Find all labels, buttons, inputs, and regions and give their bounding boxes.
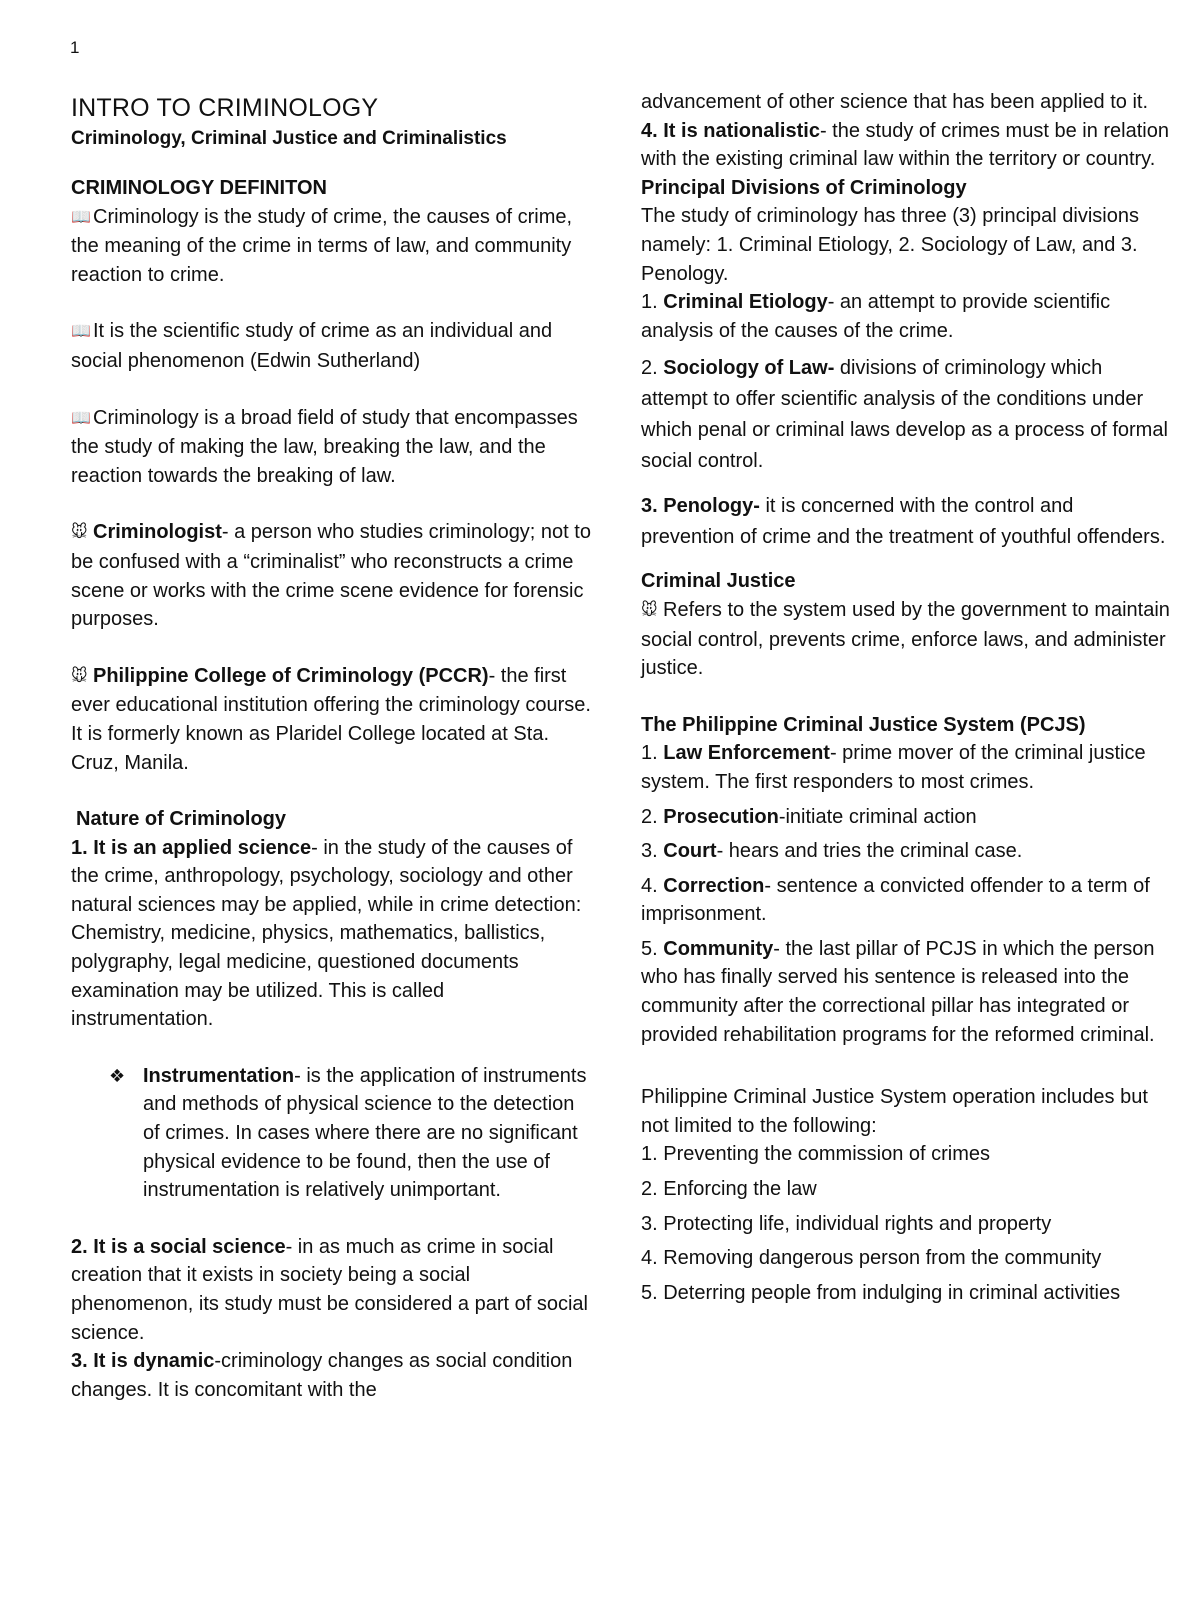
nature-item-3: 3. It is dynamic-criminology changes as social condition changes. It is concomitant with the bbox=[71, 1350, 573, 1401]
mouse-icon: 🐭 bbox=[641, 601, 658, 619]
criminal-justice-text: 🐭 Refers to the system used by the government to maintain social control, prevents crime, enforce laws, and administer justice. bbox=[641, 598, 1170, 680]
list-item: 4. Correction- sentence a convicted offender to a term of imprisonment. bbox=[641, 874, 1150, 926]
mouse-icon: 🐭 bbox=[71, 524, 88, 542]
right-column bbox=[641, 88, 1171, 1313]
operation-list bbox=[641, 1140, 1171, 1307]
left-column bbox=[71, 88, 591, 1404]
divisions-heading: Principal Divisions of Criminology bbox=[641, 176, 967, 199]
operation-intro: Philippine Criminal Justice System operation includes but not limited to the following: bbox=[641, 1086, 1148, 1137]
pillar-list bbox=[641, 739, 1171, 1049]
book-icon: 📖 bbox=[71, 323, 91, 341]
list-item: 5. Deterring people from indulging in criminal activities bbox=[641, 1281, 1121, 1304]
instrumentation-bullet: ❖ Instrumentation- is the application of instruments and methods of physical science to the detection of crimes. In cases where there are no significant physical evidence to be found, then the use of instrumentation is relatively unimportant. bbox=[71, 1062, 591, 1205]
list-item: 2. Prosecution-initiate criminal action bbox=[641, 805, 977, 828]
nature-item-4: 4. It is nationalistic- the study of crimes must be in relation with the existing criminal law within the territory or country. bbox=[641, 119, 1169, 171]
continued-text: advancement of other science that has been applied to it. bbox=[641, 91, 1149, 113]
divisions-intro: The study of criminology has three (3) principal divisions namely: 1. Criminal Etiology, 2. Sociology of Law, and 3. Penology. bbox=[641, 205, 1139, 285]
document-title: INTRO TO CRIMINOLOGY bbox=[71, 94, 379, 122]
criminologist-entry: 🐭 Criminologist- a person who studies criminology; not to be confused with a “criminalist” who reconstructs a crime scene or works with the crime scene evidence for forensic purposes. bbox=[71, 521, 591, 631]
list-item: 2. Enforcing the law bbox=[641, 1178, 817, 1201]
list-item: 5. Community- the last pillar of PCJS in which the person who has finally served his sentence is released into the community after the correctional pillar has integrated or provided rehabilitation programs for the reformed criminal. bbox=[641, 937, 1155, 1046]
nature-heading: Nature of Criminology bbox=[76, 808, 287, 831]
division-item-1: 1. Criminal Etiology- an attempt to provide scientific analysis of the causes of the crime. bbox=[641, 291, 1111, 342]
definition-item: 📖 It is the scientific study of crime as an individual and social phenomenon (Edwin Sutherland) bbox=[71, 320, 553, 372]
page-number: 1 bbox=[70, 38, 80, 57]
nature-item-1: 1. It is an applied science- in the study of the causes of the crime, anthropology, psychology, sociology and other natural sciences may be applied, while in crime detection: Chemistry, medicine, physics, mathematics, ballistics, polygraphy, legal medicine, questioned documents examination may be utilized. This is called instrumentation. bbox=[71, 836, 582, 1031]
pccr-entry: 🐭 Philippine College of Criminology (PCCR)- the first ever educational institution offering the criminology course. It is formerly known as Plaridel College located at Sta. Cruz, Manila. bbox=[71, 664, 591, 774]
book-icon: 📖 bbox=[71, 208, 91, 226]
list-item: 4. Removing dangerous person from the community bbox=[641, 1247, 1102, 1270]
nature-item-2: 2. It is a social science- in as much as crime in social creation that it exists in society being a social phenomenon, its study must be considered a part of social science. bbox=[71, 1235, 588, 1344]
definition-heading: CRIMINOLOGY DEFINITON bbox=[71, 177, 327, 199]
list-item: 1. Preventing the commission of crimes bbox=[641, 1143, 991, 1166]
diamond-bullet-icon: ❖ bbox=[109, 1065, 126, 1086]
list-item: 3. Court- hears and tries the criminal case. bbox=[641, 840, 1023, 863]
mouse-icon: 🐭 bbox=[71, 667, 88, 685]
book-icon: 📖 bbox=[71, 409, 91, 427]
definition-item: 📖 Criminology is the study of crime, the causes of crime, the meaning of the crime in terms of law, and community reaction to crime. bbox=[71, 205, 573, 286]
division-item-3: 3. Penology- it is concerned with the control and prevention of crime and the treatment of youthful offenders. bbox=[641, 495, 1166, 549]
definition-item: 📖 Criminology is a broad field of study that encompasses the study of making the law, breaking the law, and the reaction towards the breaking of law. bbox=[71, 406, 578, 487]
list-item: 3. Protecting life, individual rights and property bbox=[641, 1212, 1052, 1235]
division-item-2: 2. Sociology of Law- divisions of criminology which attempt to offer scientific analysis of the conditions under which penal or criminal laws develop as a process of formal social control. bbox=[641, 357, 1168, 473]
pcjs-heading: The Philippine Criminal Justice System (PCJS) bbox=[641, 713, 1086, 736]
document-subtitle: Criminology, Criminal Justice and Criminalistics bbox=[71, 128, 507, 149]
list-item: 1. Law Enforcement- prime mover of the criminal justice system. The first responders to most crimes. bbox=[641, 742, 1146, 793]
criminal-justice-heading: Criminal Justice bbox=[641, 570, 796, 593]
